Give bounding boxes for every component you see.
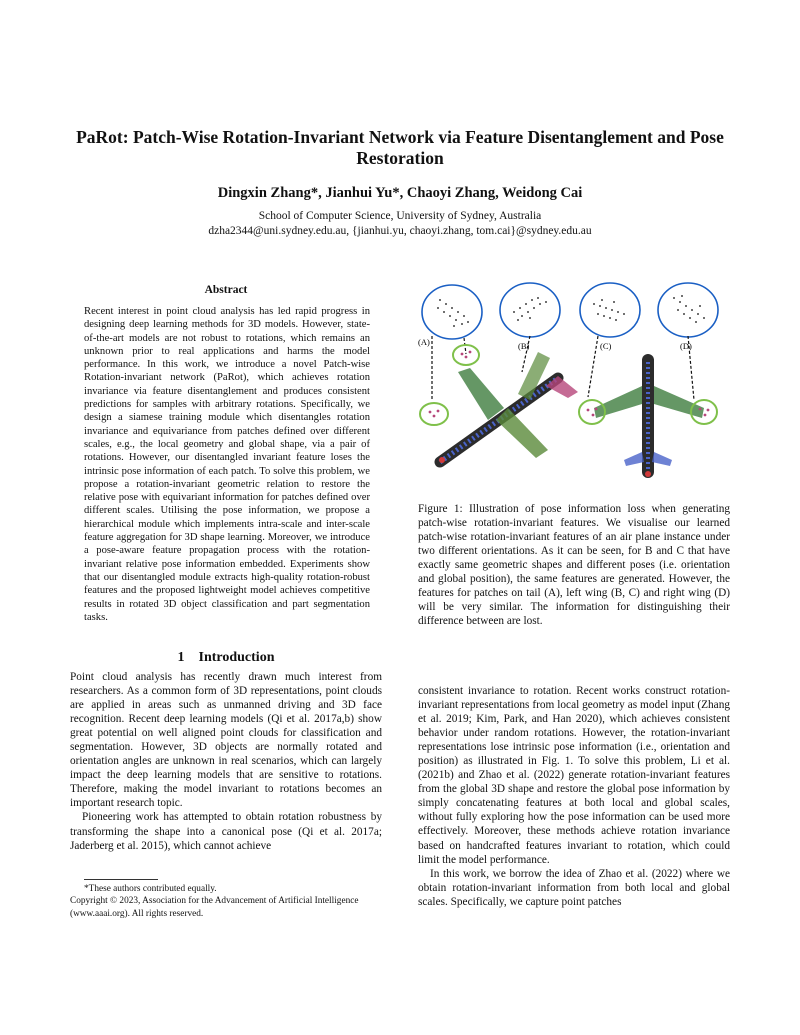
affiliation: School of Computer Science, University of Sydney, Australia xyxy=(258,210,542,222)
zoom-circle-d xyxy=(658,283,718,337)
airplane-diagonal xyxy=(420,345,578,463)
abstract-heading: Abstract xyxy=(204,284,248,296)
right-paragraph-2: In this work, we borrow the idea of Zhao et al. (2022) where we obtain rotation-invariant information from both local and global scales. Specifically, we capture point patches xyxy=(418,867,730,908)
footnote-rule xyxy=(84,879,158,880)
label-d: (D) xyxy=(680,341,692,351)
intro-paragraph-1: Point cloud analysis has recently drawn much interest from researchers. As a common form of 3D representations, point clouds are applied in areas such as unmanned driving and 3D face recognition. Recent deep learning models (Qi et al. 2017a,b) show great potential on well aligned point clouds for classification and segmentation. However, 3D objects are normally rotated and orientation angles are unknown in real scenarios, which can largely impact the deep learning models that are sensitive to rotations. Therefore, making the model invariant to rotations becomes an important research topic. xyxy=(70,671,382,810)
airplane-vertical xyxy=(579,360,717,477)
intro-paragraph-2: Pioneering work has attempted to obtain rotation robustness by transforming the shape into a canonical pose (Qi et al. 2017a; Jaderberg et al. 2015), which cannot achieve xyxy=(70,811,382,852)
zoom-circle-c xyxy=(580,283,640,337)
zoom-circle-b xyxy=(500,283,560,337)
affiliation-block xyxy=(60,209,740,238)
zoom-circle-a xyxy=(422,285,482,339)
section-number: 1 xyxy=(177,650,185,665)
label-b: (B) xyxy=(518,341,530,351)
label-a: (A) xyxy=(418,337,430,347)
paper-title: PaRot: Patch-Wise Rotation-Invariant Network via Feature Disentanglement and Pose Restoration xyxy=(76,127,724,168)
section-heading-introduction xyxy=(70,650,382,666)
right-paragraph-1: consistent invariance to rotation. Recent works construct rotation-invariant representations from local geometry as model input (Zhang et al. 2019; Kim, Park, and Han 2020), which achieves consistent behavior under random rotations. However, the rotation-invariant representations lose intrinsic pose information (i.e., orientation and position) as illustrated in Fig. 1. To solve this problem, Li et al. (2021b) and Zhao et al. (2022) generate rotation-invariant features from the global 3D shape and restore the global pose information by simply concatenating features at both local and global scales, without fully exploring how the pose information can be used more effectively. Moreover, these methods achieve rotation invariance based on handcrafted features invariant to rotation, which could limit the model performance. xyxy=(418,685,730,866)
section-title: Introduction xyxy=(198,650,275,665)
figure-1-airplane-illustration xyxy=(418,282,730,482)
left-column-body xyxy=(70,670,382,853)
abstract-text: Recent interest in point cloud analysis has led rapid progress in designing deep learning methods for 3D models. However, state-of-the-art models are not robust to rotations, which remains an unknown prior to real applications and harms the model performance. In this work, we introduce a novel Patch-wise Rotation-invariant network (PaRot), which achieves rotation invariance via feature disentanglement and produces consistent predictions for samples with arbitrary rotations. Specifically, we design a siamese training module which disentangles rotation invariance and equivariance from patches defined over different scales, e.g., the local geometry and global shape, via a pair of rotations. However, our disentangled invariant feature loses the intrinsic pose information of each patch. To solve this problem, we propose a rotation-invariant geometric relation to restore the relative pose with equivariant information for patches defined over different scales. Utilising the pose information, we propose a hierarchical module which implements intra-scale and inter-scale feature aggregation for 3D shape learning. Moreover, we introduce a pose-aware feature propagation process with the rotation-invariant relative pose information embedded. Experiments show that our disentangled module extracts high-quality rotation-robust features and the proposed lightweight model achieves competitive results in rotated 3D object classification and part segmentation tasks. xyxy=(84,306,370,623)
footnote-block xyxy=(70,883,382,920)
author-list: Dingxin Zhang*, Jianhui Yu*, Chaoyi Zhang, Weidong Cai xyxy=(217,185,583,201)
right-column-body xyxy=(418,684,730,909)
copyright-notice: Copyright © 2023, Association for the Advancement of Artificial Intelligence (www.aaai.org). All rights reserved. xyxy=(70,896,359,919)
figure-1-caption: Figure 1: Illustration of pose information loss when generating patch-wise rotation-invariant features. We visualise our learned patch-wise rotation-invariant features of an air plane instance under two different orientations. As it can be seen, for B and C that have exactly same geometric shapes and different poses (i.e. orientation and global position), the same features are generated. However, the features for patches on tail (A), left wing (B, C) and right wing (D) will be very similar. The information for distinguishing their difference between are lost. xyxy=(418,503,730,628)
author-emails: dzha2344@uni.sydney.edu.au, {jianhui.yu, chaoyi.zhang, tom.cai}@sydney.edu.au xyxy=(208,224,592,237)
label-c: (C) xyxy=(600,341,612,351)
footnote-equal-contribution: *These authors contributed equally. xyxy=(84,884,217,894)
